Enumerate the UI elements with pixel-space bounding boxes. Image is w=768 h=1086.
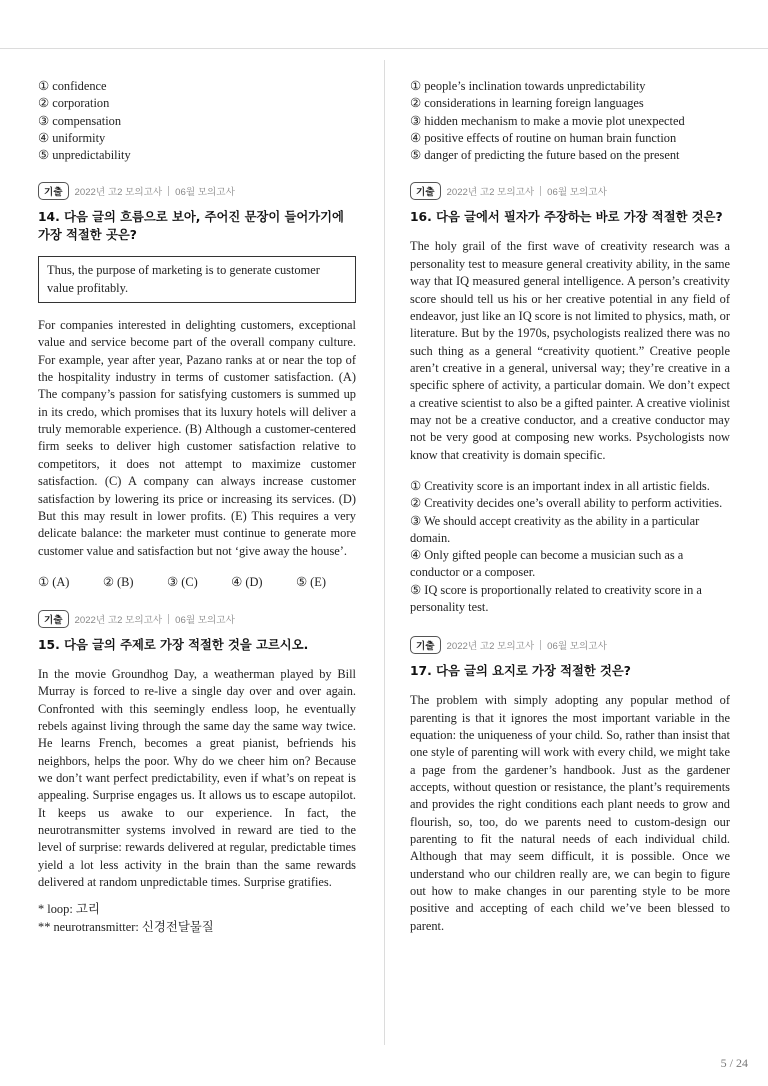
q17-title: 17. 다음 글의 요지로 가장 적절한 것은? [410, 664, 631, 679]
choice-3[interactable]: ③ (C) [166, 574, 198, 589]
source-badge: 기출 [410, 182, 441, 200]
header-rule [0, 48, 768, 49]
option-3[interactable]: ③ compensation [38, 113, 122, 128]
column-divider [384, 60, 385, 1045]
source-month: 06월 모의고사 [175, 614, 235, 626]
answer-5[interactable]: ⑤ IQ score is proportionally related to creativity score in a personality test. [410, 582, 702, 615]
source-badge: 기출 [410, 636, 441, 654]
footnote-1: * loop: 고리 [38, 902, 100, 917]
prev-options [38, 78, 356, 164]
q14-title: 14. 다음 글의 흐름으로 보아, 주어진 문장이 들어가기에 가장 적절한 곳은? [38, 210, 344, 243]
source-year: 2022년 고2 모의고사 [446, 187, 535, 199]
choice-4[interactable]: ④ (D) [231, 574, 263, 589]
source-separator [540, 640, 541, 650]
q14-source [38, 182, 356, 200]
option-2[interactable]: ② corporation [38, 96, 110, 111]
q14-passage: For companies interested in delighting customers, exceptional value and service become part of the overall company culture. For example, year after year, Pazano ranks at or near the top of the hospitality industry in terms of customer satisfaction. (A) The company’s passion for satisfying customers is summed up in its credo, which promises that its luxury hotels will deliver a truly memorable experience. (B) Although a customer-centered firm seeks to deliver high customer satisfaction relative to competitors, it does not attempt to maximize customer satisfaction. (C) A company can always increase customer satisfaction by lowering its price or increasing its services. (D) But this may result in lower profits. (E) This requires a very delicate balance: the marketer must continue to generate more customer value and satisfaction but not ‘give away the house’. [38, 318, 356, 558]
q16-passage: The holy grail of the first wave of creativity research was a personality test to measure general creativity ability, in the same way that IQ measured general intelligence. A person’s creativity score should tell us his or her creative potential in any field of endeavor, just like an IQ score is not limited to physics, math, or literature. But by the 1970s, psychologists realized there was no such thing as a general “creativity quotient.” Creative people aren’t creative in a general, universal way; they’re creative in a specific sphere of activity, a particular domain. We don’t expect a creative scientist to also be a gifted painter. A creative violinist may not be a creative conductor, and a creative conductor may not be very good at composing new works. Psychologists now know that creativity is domain specific. [410, 239, 730, 462]
choice-2[interactable]: ② (B) [102, 574, 134, 589]
source-badge: 기출 [38, 182, 69, 200]
source-year: 2022년 고2 모의고사 [74, 614, 163, 626]
option-4[interactable]: ④ uniformity [38, 130, 106, 145]
answer-3[interactable]: ③ We should accept creativity as the ability in a particular domain. [410, 513, 700, 545]
q15-options [410, 78, 730, 164]
source-separator [168, 186, 169, 196]
answer-2[interactable]: ② Creativity decides one’s overall ability to perform activities. [410, 496, 723, 511]
option-4[interactable]: ④ positive effects of routine on human brain function [410, 130, 677, 145]
option-5[interactable]: ⑤ unpredictability [38, 148, 131, 163]
answer-4[interactable]: ④ Only gifted people can become a musician such as a conductor or a composer. [410, 548, 684, 580]
choice-1[interactable]: ① (A) [38, 574, 70, 589]
option-1[interactable]: ① people’s inclination towards unpredictability [410, 79, 646, 93]
source-month: 06월 모의고사 [547, 187, 607, 199]
q17-passage: The problem with simply adopting any popular method of parenting is that it ignores the most important variable in the equation: the uniqueness of your child. So, rather than insist that one style of parenting will work with every child, we might take a page from the gardener’s handbook. Just as the gardener accepts, without question or resistance, the plant’s requirements and provides the right conditions each plant needs to grow and flourish, so, too, do we parents need to custom-design our parenting to fit the natural needs of each individual child. Although that may seem difficult, it is possible. Once we understand who our children really are, we can begin to figure out how to make changes in our parenting style to be more positive and accepting of each child we’ve been blessed to parent. [410, 693, 730, 933]
source-separator [540, 186, 541, 196]
q14-choices [38, 574, 356, 590]
q15-title: 15. 다음 글의 주제로 가장 적절한 것을 고르시오. [38, 637, 309, 652]
source-separator [168, 614, 169, 624]
q16-source [410, 182, 730, 200]
option-3[interactable]: ③ hidden mechanism to make a movie plot unexpected [410, 113, 685, 128]
q16-answers [410, 478, 730, 616]
source-month: 06월 모의고사 [175, 187, 235, 199]
source-year: 2022년 고2 모의고사 [446, 641, 535, 653]
q15-passage: In the movie Groundhog Day, a weatherman played by Bill Murray is forced to re-live a single day over and over again. Confronted with this seemingly endless loop, he eventually rebels against living through the same day the same way twice. He learns French, becomes a great pianist, befriends his neighbors, helps the poor. Why do we cheer him on? Because we don’t want perfect predictability, even if what’s on repeat is appealing. Surprise engages us. It allows us to escape autopilot. It keeps us awake to our experience. In fact, the neurotransmitter systems involved in reward are tied to the level of surprise: rewards delivered at regular, predictable times yield a lot less activity in the brain than the same rewards delivered at random unpredictable times. Surprise gratifies. [38, 666, 356, 890]
source-badge: 기출 [38, 610, 69, 628]
q15-source [38, 610, 356, 628]
footnote-2: ** neurotransmitter: 신경전달물질 [38, 919, 214, 934]
option-2[interactable]: ② considerations in learning foreign languages [410, 96, 644, 111]
left-column [38, 78, 356, 936]
option-1[interactable]: ① confidence [38, 79, 107, 93]
answer-1[interactable]: ① Creativity score is an important index in all artistic fields. [410, 478, 710, 493]
q14-given-sentence: Thus, the purpose of marketing is to generate customer value profitably. [38, 256, 356, 303]
choice-5[interactable]: ⑤ (E) [295, 574, 326, 589]
q15-footnotes [38, 901, 356, 936]
q16-title: 16. 다음 글에서 필자가 주장하는 바로 가장 적절한 것은? [410, 210, 723, 225]
option-5[interactable]: ⑤ danger of predicting the future based on the present [410, 148, 680, 163]
source-year: 2022년 고2 모의고사 [74, 187, 163, 199]
q17-source [410, 636, 730, 654]
right-column [410, 78, 730, 935]
source-month: 06월 모의고사 [547, 641, 607, 653]
page-number: 5 / 24 [720, 1056, 748, 1070]
